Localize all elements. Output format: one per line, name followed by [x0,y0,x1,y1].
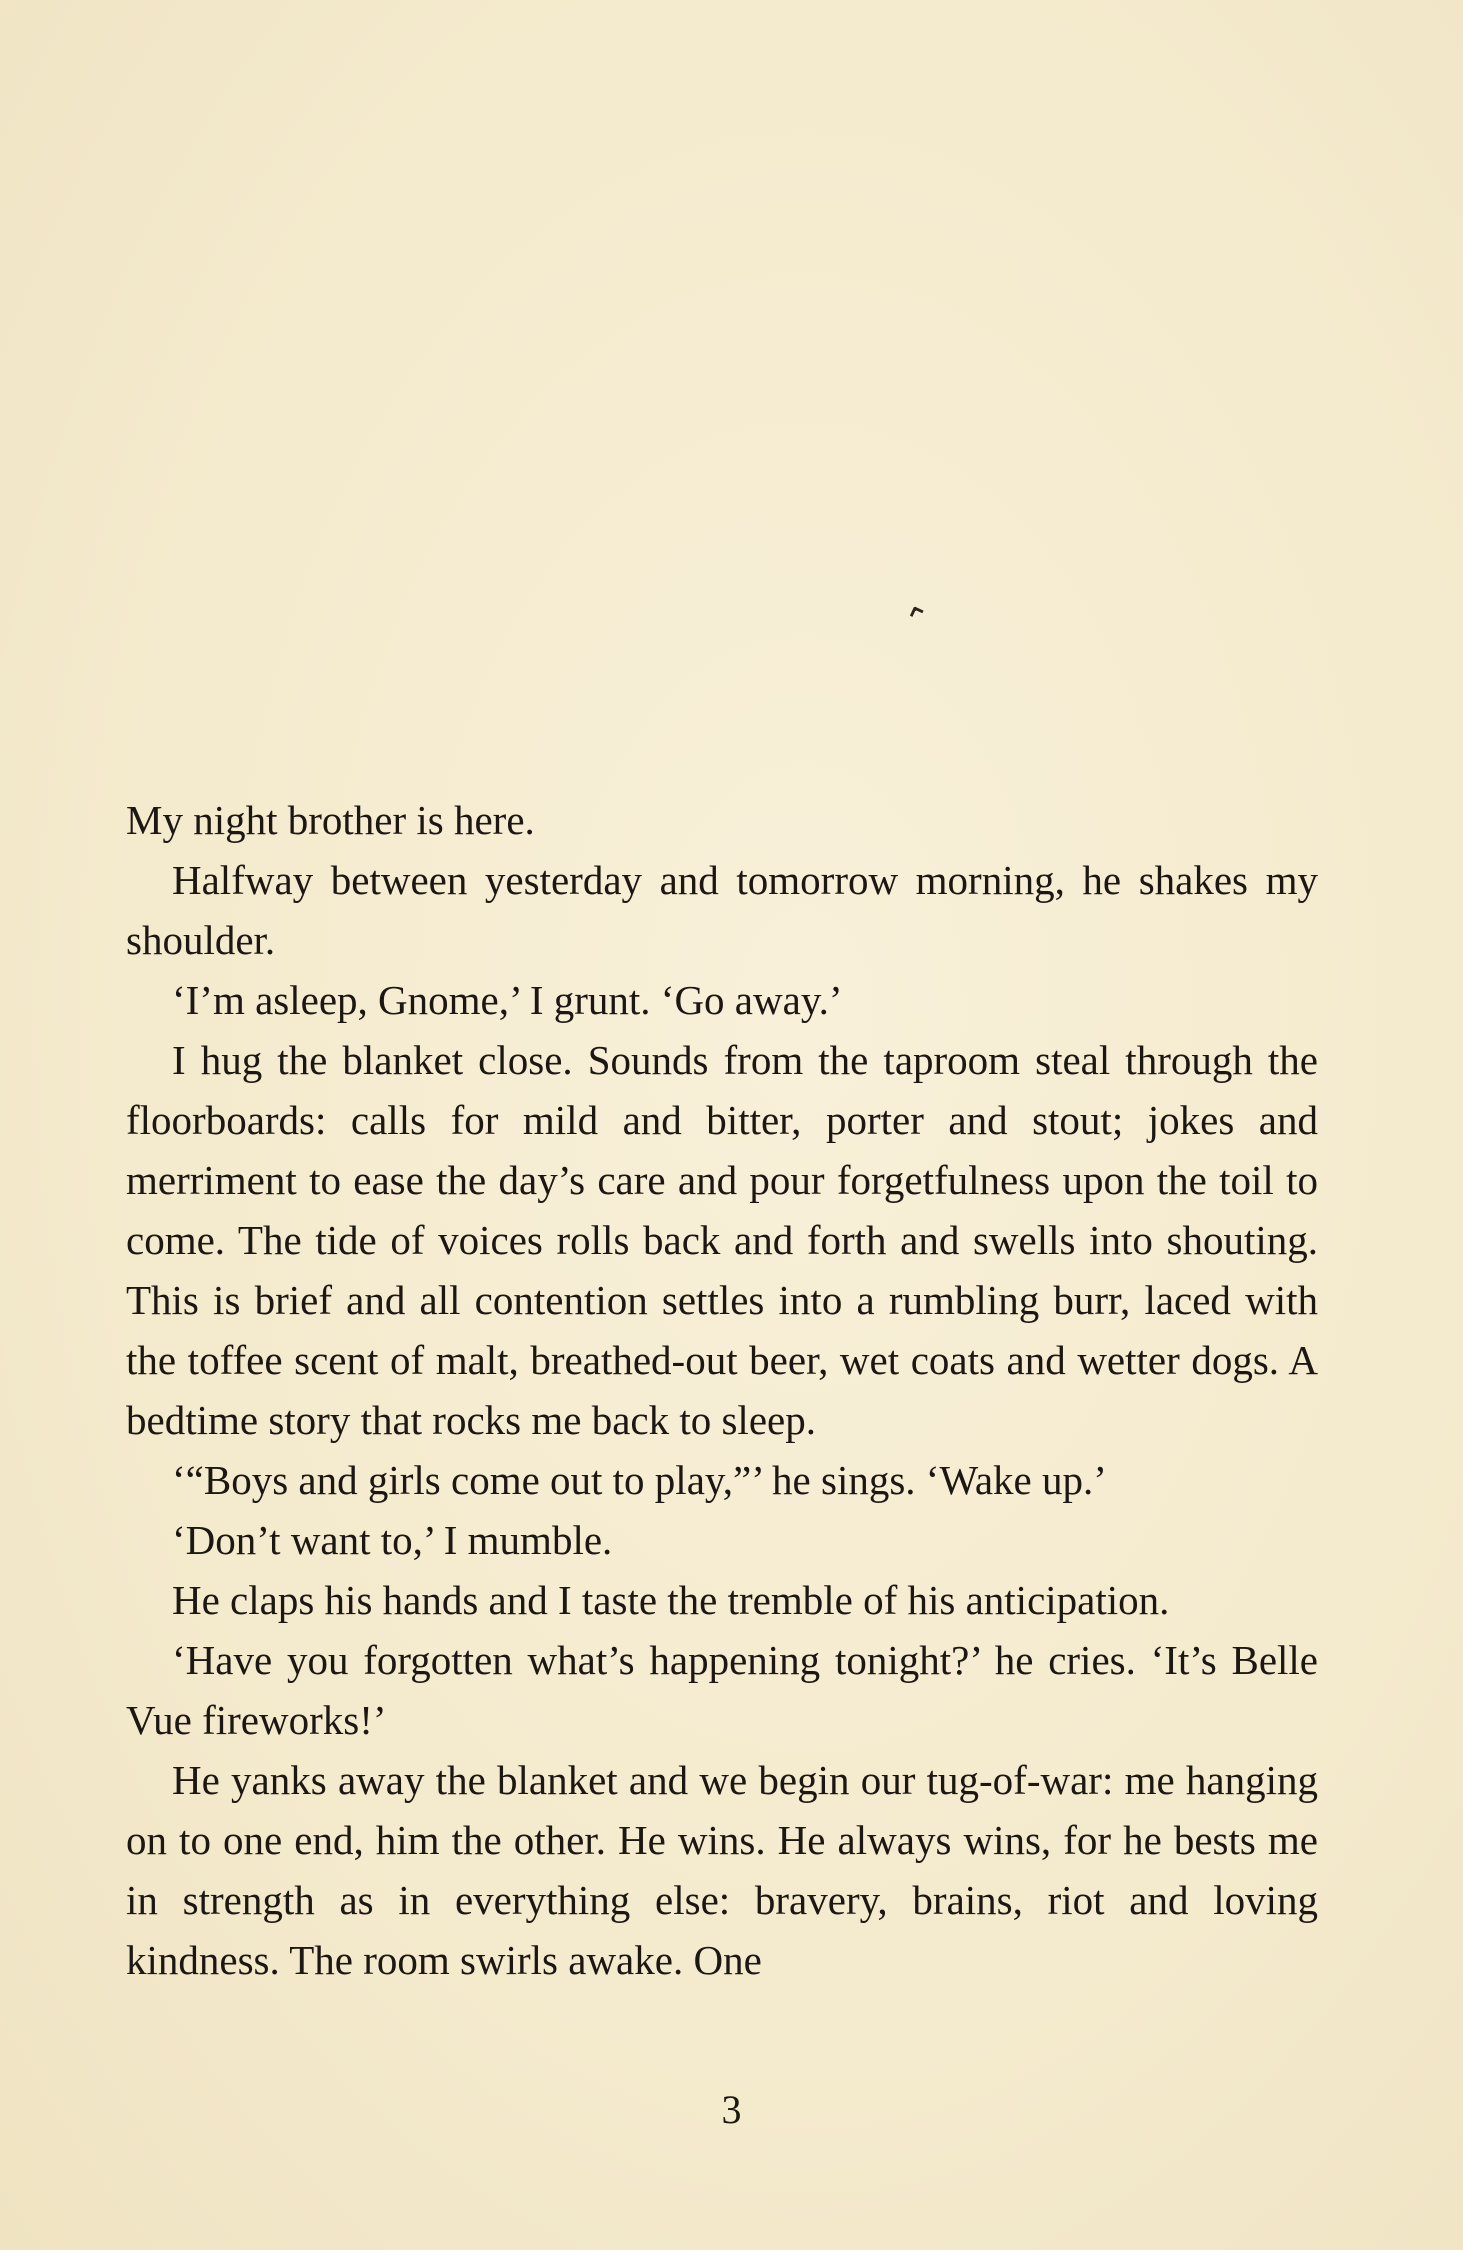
paragraph: I hug the blanket close. Sounds from the taproom steal through the floorboards: calls for mild and bitter, porter and stout; jokes and merriment to ease the day’s care and pour forgetfulness upon the toil to come. The tide of voices rolls back and forth and swells into shouting. This is brief and all contention settles into a rumbling burr, laced with the toffee scent of malt, breathed-out beer, wet coats and wetter dogs. A bedtime story that rocks me back to sleep. [126,1037,1318,1443]
paragraph: My night brother is here. [126,797,535,843]
paragraph: ‘Have you forgotten what’s happening tonight?’ he cries. ‘It’s Belle Vue fireworks!’ [126,1637,1318,1743]
ornament-mark: ⌃ [899,598,940,643]
paragraph: He claps his hands and I taste the tremble of his anticipation. [172,1577,1170,1623]
paragraph: Halfway between yesterday and tomorrow morning, he shakes my shoulder. [126,857,1318,963]
paragraph: He yanks away the blanket and we begin our tug-of-war: me hanging on to one end, him the other. He wins. He always wins, for he bests me in strength as in everything else: bravery, brains, riot and loving kindness. The room swirls awake. One [126,1757,1318,1983]
paragraph: ‘Don’t want to,’ I mumble. [172,1517,613,1563]
paragraph: ‘“Boys and girls come out to play,”’ he sings. ‘Wake up.’ [172,1457,1107,1503]
page-number: 3 [721,2087,742,2132]
paragraph: ‘I’m asleep, Gnome,’ I grunt. ‘Go away.’ [172,977,843,1023]
body-text [126,790,1318,1990]
